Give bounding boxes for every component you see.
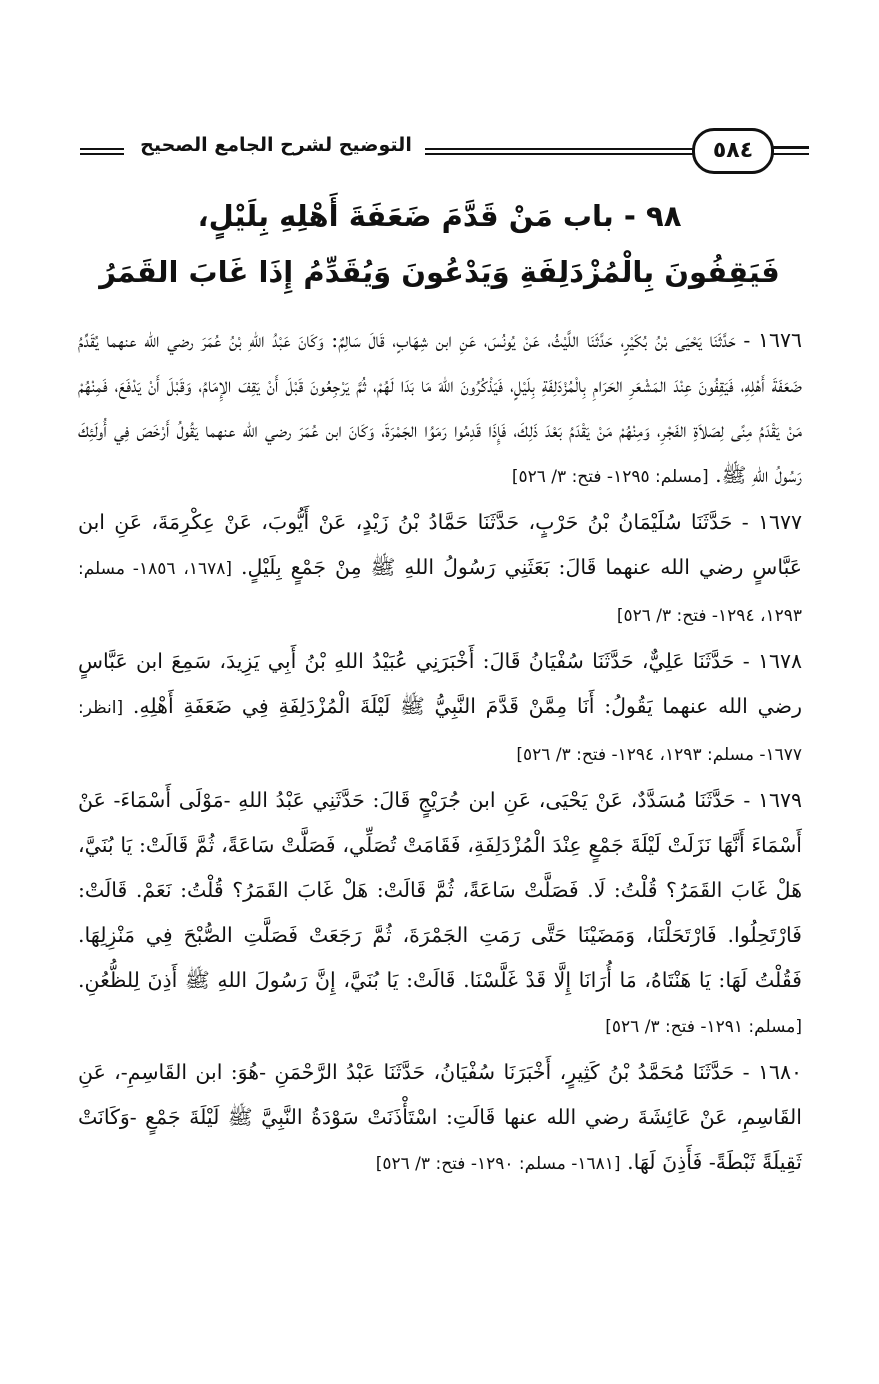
- hadith-text: ١٦٧٦ - حَدَّثَنَا يَحْيَى بْنُ بُكَيْرٍ، حَدَّثَنَا اللَّيْثُ، عَنْ يُونُسَ، عَنِ ابن شِهَابٍ، قَالَ سَالِمٌ: وَكَانَ عَبْدُ اللهِ بْنُ عُمَرَ رضي الله عنهما يُقَدِّمُ ضَعَفَةَ أَهْلِهِ، فَيَقِفُونَ عِنْدَ المَشْعَرِ الحَرَامِ بِالْمُزْدَلِفَةِ بِلَيْلٍ، فَيَذْكُرُونَ اللهَ مَا بَدَا لَهُمْ، ثُمَّ يَرْجِعُونَ قَبْلَ أَنْ يَقِفَ الإِمَامُ، وَقَبْلَ أَنْ يَدْفَعَ، فَمِنْهُمْ مَنْ يَقْدَمُ مِنًى لِصَلاَةِ الفَجْرِ، وَمِنْهُمْ مَنْ يَقْدَمُ بَعْدَ ذَلِكَ، فَإِذَا قَدِمُوا رَمَوُا الجَمْرَةَ، وَكَانَ ابن عُمَرَ رضي الله عنهما يَقُولُ أَرْخَصَ فِي أُولَئِكَ رَسُولُ اللهِ ﷺ.: [78, 328, 802, 487]
- hadith-text: ١٦٧٧ - حَدَّثَنَا سُلَيْمَانُ بْنُ حَرْبٍ، حَدَّثَنَا حَمَّادُ بْنُ زَيْدٍ، عَنْ أَيُّوبَ، عَنْ عِكْرِمَةَ، عَنِ ابن عَبَّاسٍ رضي الله عنهما قَالَ: بَعَثَنِي رَسُولُ اللهِ ﷺ مِنْ جَمْعٍ بِلَيْلٍ.: [78, 510, 802, 579]
- chapter-heading-line-2: فَيَقِفُونَ بِالْمُزْدَلِفَةِ وَيَدْعُونَ وَيُقَدِّمُ إِذَا غَابَ القَمَرُ: [99, 255, 780, 289]
- header-rule-right: [771, 146, 809, 155]
- hadith-paragraph: [78, 639, 802, 778]
- chapter-heading-line-1: ٩٨ - باب مَنْ قَدَّمَ ضَعَفَةَ أَهْلِهِ بِلَيْلٍ،: [197, 199, 682, 233]
- page-number: ٥٨٤: [692, 128, 774, 174]
- chapter-heading: [80, 188, 799, 300]
- header-rule-middle: [425, 148, 693, 155]
- running-header: [70, 126, 810, 176]
- hadith-text: ١٦٧٩ - حَدَّثَنَا مُسَدَّدٌ، عَنْ يَحْيَى، عَنِ ابن جُرَيْجٍ قَالَ: حَدَّثَنِي عَبْدُ اللهِ -مَوْلَى أَسْمَاءَ- عَنْ أَسْمَاءَ أَنَّهَا نَزَلَتْ لَيْلَةَ جَمْعٍ عِنْدَ الْمُزْدَلِفَةِ، فَقَامَتْ تُصَلِّي، فَصَلَّتْ سَاعَةً، ثُمَّ قَالَتْ: يَا بُنَيَّ، هَلْ غَابَ القَمَرُ؟ قُلْتُ: لَا. فَصَلَّتْ سَاعَةً، ثُمَّ قَالَتْ: هَلْ غَابَ القَمَرُ؟ قُلْتُ: نَعَمْ. قَالَتْ: فَارْتَحِلُوا. فَارْتَحَلْنَا، وَمَضَيْنَا حَتَّى رَمَتِ الجَمْرَةَ، ثُمَّ رَجَعَتْ فَصَلَّتِ الصُّبْحَ فِي مَنْزِلِهَا. فَقُلْتُ لَهَا: يَا هَنْتَاهُ، مَا أُرَانَا إِلَّا قَدْ غَلَّسْنَا. قَالَتْ: يَا بُنَيَّ، إِنَّ رَسُولَ اللهِ ﷺ أَذِنَ لِلظُّعُنِ.: [78, 788, 802, 992]
- body-text: [78, 318, 802, 1187]
- running-title: التوضيح لشرح الجامع الصحيح: [140, 134, 412, 156]
- hadith-reference: [مسلم: ١٢٩٥- فتح: ٣/ ٥٢٦]: [511, 467, 709, 487]
- hadith-reference: [انظر: ١٦٧٧- مسلم: ١٢٩٣، ١٢٩٤- فتح: ٣/ ٥٢٦]: [78, 698, 802, 765]
- hadith-reference: [١٦٧٨، ١٨٥٦- مسلم: ١٢٩٣، ١٢٩٤- فتح: ٣/ ٥٢٦]: [78, 559, 802, 626]
- hadith-paragraph: [78, 318, 802, 500]
- hadith-text: ١٦٨٠ - حَدَّثَنَا مُحَمَّدُ بْنُ كَثِيرٍ، أَخْبَرَنَا سُفْيَانُ، حَدَّثَنَا عَبْدُ الرَّحْمَنِ -هُوَ: ابن القَاسِمِ-، عَنِ القَاسِمِ، عَنْ عَائِشَةَ رضي الله عنها قَالَتِ: اسْتَأْذَنَتْ سَوْدَةُ النَّبِيَّ ﷺ لَيْلَةَ جَمْعٍ -وَكَانَتْ ثَقِيلَةً ثَبْطَةً- فَأَذِنَ لَهَا.: [78, 1060, 802, 1174]
- header-rule-left: [80, 148, 124, 155]
- hadith-text: ١٦٧٨ - حَدَّثَنَا عَلِيٌّ، حَدَّثَنَا سُفْيَانُ قَالَ: أَخْبَرَنِي عُبَيْدُ اللهِ بْنُ أَبِي يَزِيدَ، سَمِعَ ابن عَبَّاسٍ رضي الله عنهما يَقُولُ: أَنَا مِمَّنْ قَدَّمَ النَّبِيُّ ﷺ لَيْلَةَ الْمُزْدَلِفَةِ فِي ضَعَفَةِ أَهْلِهِ.: [78, 649, 802, 718]
- hadith-reference: [١٦٨١- مسلم: ١٢٩٠- فتح: ٣/ ٥٢٦]: [375, 1154, 621, 1174]
- hadith-reference: [مسلم: ١٢٩١- فتح: ٣/ ٥٢٦]: [605, 1017, 802, 1037]
- hadith-paragraph: [78, 500, 802, 639]
- hadith-paragraph: [78, 1050, 802, 1187]
- hadith-paragraph: [78, 778, 802, 1050]
